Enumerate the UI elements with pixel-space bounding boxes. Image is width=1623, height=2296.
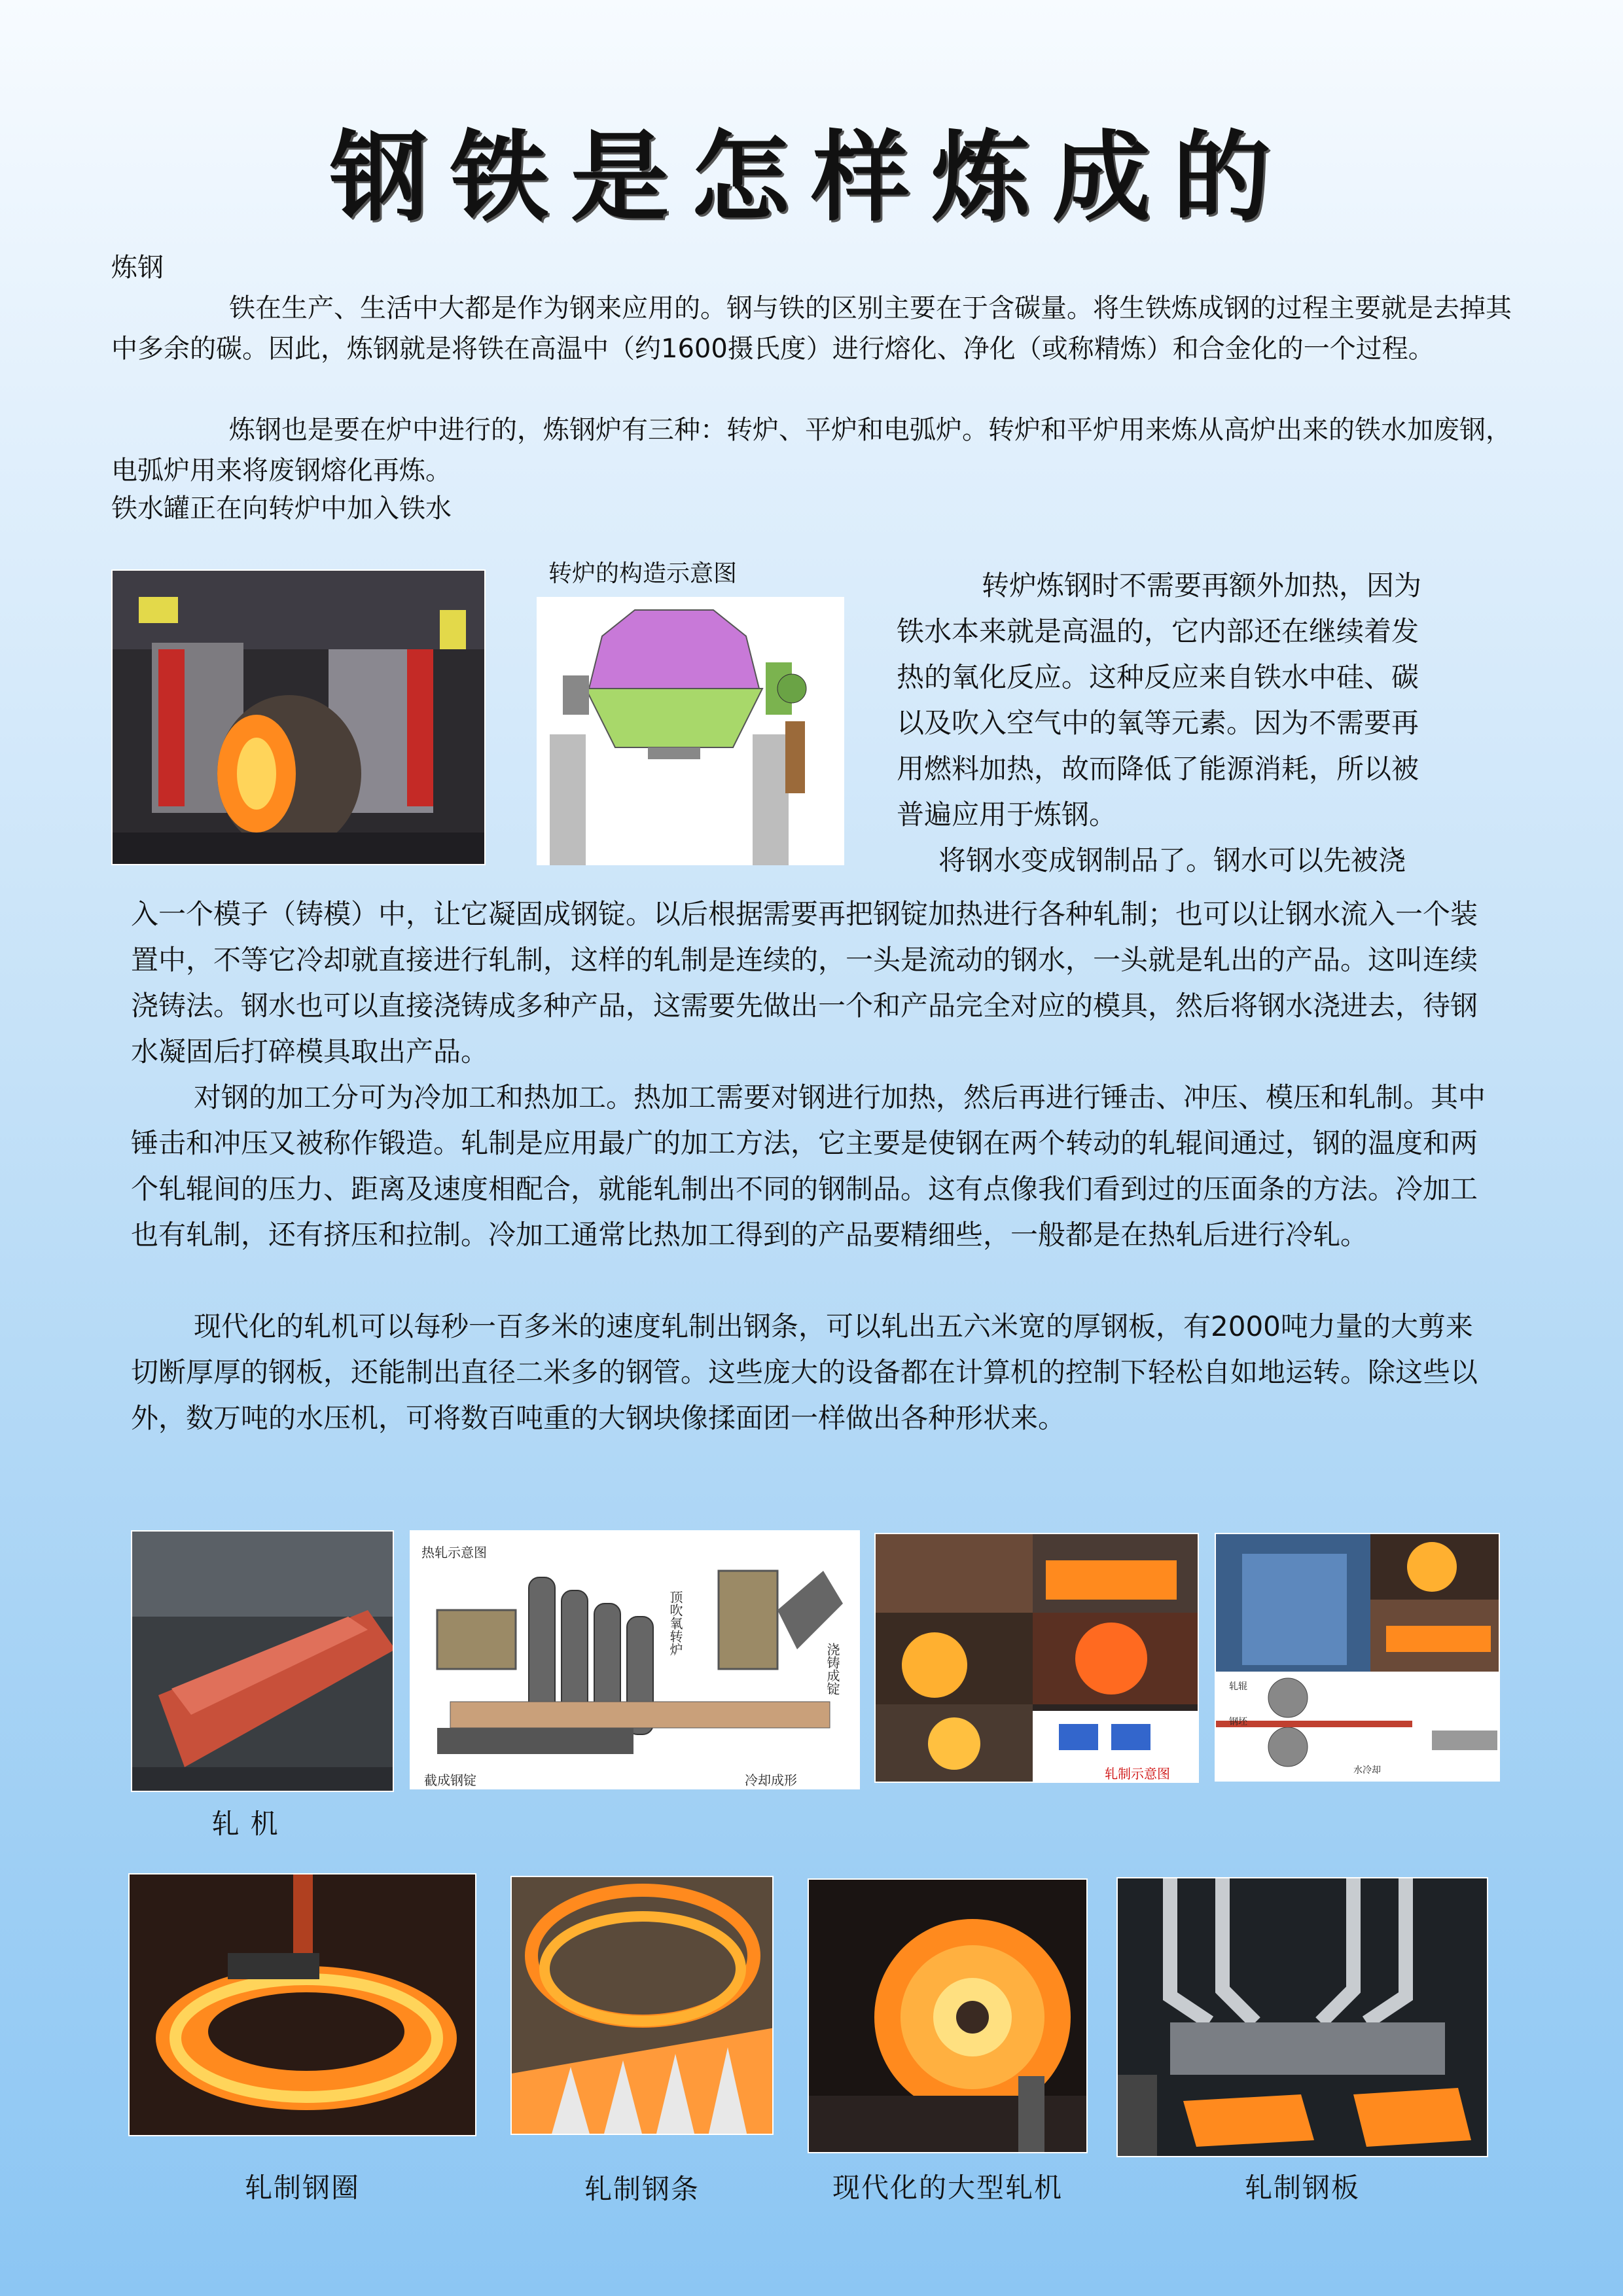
converter-line: 以及吹入空气中的氧等元素。因为不需要再: [897, 707, 1419, 739]
collage2-label-roller: 轧辊: [1229, 1681, 1247, 1692]
converter-diagram: [537, 597, 844, 865]
intro-paragraph-2: 炼钢也是要在炉中进行的，炼钢炉有三种：转炉、平炉和电弧炉。转炉和平炉用来炼从高炉出来的铁水加废钢，电弧炉用来将废钢熔化再炼。: [111, 415, 1512, 486]
steel-ring-photo: [128, 1873, 476, 2136]
diagram-label-cast: 浇铸成锭: [825, 1643, 840, 1695]
rolling-mill-photo: [131, 1530, 394, 1792]
casting-first-line: 将钢水变成钢制品了。钢水可以先被浇: [938, 844, 1406, 876]
row2-caption-3: 现代化的大型轧机: [832, 2172, 1063, 2204]
converter-line: 转炉炼钢时不需要再额外加热，因为: [982, 569, 1422, 601]
casting-paragraph: 入一个模子（铸模）中，让它凝固成钢锭。以后根据需要再把钢锭加热进行各种轧制；也可以让钢水流入一个装置中，不等它冷却就直接进行轧制，这样的轧制是连续的，一头是流动的钢水，一头就是轧出的产品。这叫连续浇铸法。钢水也可以直接浇铸成多种产品，这需要先做出一个和产品完全对应的模具，然后将钢水浇进去，待钢水凝固后打碎模具取出产品。: [131, 898, 1478, 1067]
converter-line: 铁水本来就是高温的，它内部还在继续着发: [897, 615, 1419, 647]
intro-paragraph-1: 铁在生产、生活中大都是作为钢来应用的。钢与铁的区别主要在于含碳量。将生铁炼成钢的过程主要就是去掉其中多余的碳。因此，炼钢就是将铁在高温中（约1600摄氏度）进行熔化、净化（或称精炼）和合金化的一个过程。: [111, 293, 1512, 364]
converter-text-block: [897, 563, 1421, 884]
hot-rolling-diagram: [410, 1530, 860, 1789]
modern-paragraph: 现代化的轧机可以每秒一百多米的速度轧制出钢条，可以轧出五六米宽的厚钢板，有2000吨力量的大剪来切断厚厚的钢板，还能制出直径二米多的钢管。这些庞大的设备都在计算机的控制下轻松自如地运转。除这些以外，数万吨的水压机，可将数百吨重的大钢块像揉面团一样做出各种形状来。: [131, 1310, 1478, 1434]
section-heading: 炼钢: [111, 253, 164, 283]
row2-caption-2: 轧制钢条: [584, 2173, 700, 2205]
rolling-mill-caption: 轧 机: [211, 1808, 279, 1840]
converter-line: 热的氧化反应。这种反应来自铁水中硅、碳: [897, 661, 1419, 693]
row2-caption-4: 轧制钢板: [1244, 2172, 1360, 2204]
collage-label: 轧制示意图: [1105, 1766, 1170, 1782]
processing-paragraph: 对钢的加工分可为冷加工和热加工。热加工需要对钢进行加热，然后再进行锤击、冲压、模压和轧制。其中锤击和冲压又被称作锻造。轧制是应用最广的加工方法，它主要是使钢在两个转动的轧辊间通过，钢的温度和两个轧辊间的压力、距离及速度相配合，就能轧制出不同的钢制品。这有点像我们看到过的压面条的方法。冷加工也有轧制，还有挤压和拉制。冷加工通常比热加工得到的产品要精细些，一般都是在热轧后进行冷轧。: [131, 1081, 1486, 1251]
large-mill-photo: [808, 1878, 1088, 2153]
diagram-label-ingot: 截成钢锭: [424, 1772, 476, 1788]
diagram-label-cold: 冷却成形: [745, 1772, 797, 1788]
collage2-label-cooling: 水冷却: [1353, 1765, 1381, 1776]
page-title: 钢铁是怎样炼成的: [329, 120, 1293, 235]
rolling-collage-photo: [874, 1533, 1199, 1783]
steel-plate-photo: [1116, 1877, 1488, 2157]
diagram-caption: 转炉的构造示意图: [548, 560, 738, 587]
converter-line: 普遍应用于炼钢。: [897, 798, 1117, 831]
diagram-title: 热轧示意图: [421, 1545, 487, 1560]
steel-bar-photo: [510, 1876, 774, 2135]
photo-caption: 铁水罐正在向转炉中加入铁水: [111, 493, 452, 524]
row2-caption-1: 轧制钢圈: [244, 2172, 360, 2204]
converter-photo: [111, 569, 486, 865]
collage2-label-billet: 钢坯: [1229, 1717, 1247, 1727]
rolling-collage-photo-2: [1215, 1533, 1500, 1782]
converter-line: 用燃料加热，故而降低了能源消耗，所以被: [897, 753, 1419, 785]
diagram-label-converter: 顶吹氧转炉: [668, 1590, 683, 1656]
